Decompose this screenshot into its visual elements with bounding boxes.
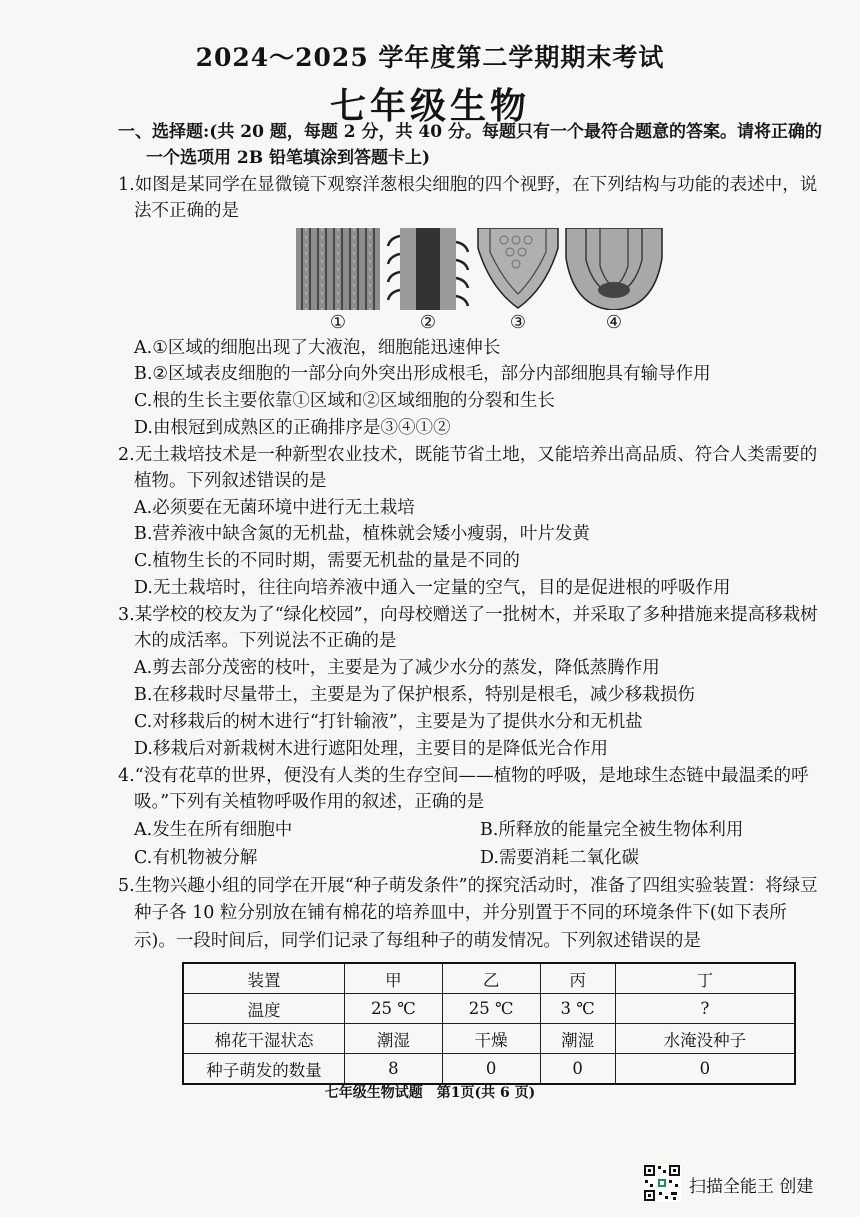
table-cell: 潮湿 — [345, 1024, 443, 1054]
q2-option-d: D.无土栽培时，往往向培养液中通入一定量的空气，目的是促进根的呼吸作用 — [134, 578, 731, 598]
q3-stem: 3.某学校的校友为了“绿化校园”，向母校赠送了一批树木，并采取了多种措施来提高移栽树 — [118, 605, 818, 625]
table-cell: 种子萌发的数量 — [183, 1054, 345, 1085]
root-zone-view-3 — [476, 228, 560, 310]
root-zone-view-2 — [386, 228, 470, 310]
table-row — [183, 994, 795, 1024]
watermark-text: 扫描全能王 创建 — [689, 1177, 814, 1197]
q5-stem-cont: 种子各 10 粒分别放在铺有棉花的培养皿中，并分别置于不同的环境条件下(如下表所 — [134, 903, 787, 923]
table-row — [183, 963, 795, 994]
root-zone-view-1 — [296, 228, 380, 310]
figure-label-3: ③ — [509, 312, 527, 333]
q3-stem-cont: 木的成活率。下列说法不正确的是 — [134, 631, 397, 651]
q4-option-b: B.所释放的能量完全被生物体利用 — [480, 820, 744, 840]
table-cell: 0 — [442, 1054, 540, 1085]
q3-option-c: C.对移栽后的树木进行“打针输液”，主要是为了提供水分和无机盐 — [134, 712, 643, 732]
root-zone-view-4 — [564, 228, 664, 310]
figure-label-4: ④ — [605, 312, 623, 333]
table-cell: 棉花干湿状态 — [183, 1024, 345, 1054]
section-instructions: 一、选择题:(共 20 题，每题 2 分，共 40 分。每题只有一个最符合题意的答案。请将正确的 — [118, 122, 822, 142]
table-cell: 丙 — [540, 963, 615, 994]
table-cell: 装置 — [183, 963, 345, 994]
q5-stem-cont-2: 示)。一段时间后，同学们记录了每组种子的萌发情况。下列叙述错误的是 — [134, 931, 701, 951]
table-cell: 温度 — [183, 994, 345, 1024]
q2-option-a: A.必须要在无菌环境中进行无土栽培 — [134, 498, 415, 518]
page-footer: 七年级生物试题 第1页(共 6 页) — [324, 1085, 536, 1101]
table-cell: 25 ℃ — [442, 994, 540, 1024]
table-row — [183, 1054, 795, 1085]
table-cell: 水淹没种子 — [615, 1024, 795, 1054]
table-cell: 潮湿 — [540, 1024, 615, 1054]
scanner-watermark — [643, 1164, 843, 1204]
q2-option-b: B.营养液中缺含氮的无机盐，植株就会矮小瘦弱，叶片发黄 — [134, 524, 590, 544]
q5-stem: 5.生物兴趣小组的同学在开展“种子萌发条件”的探究活动时，准备了四组实验装置：将绿豆 — [118, 876, 818, 896]
table-cell: 0 — [615, 1054, 795, 1085]
q1-option-a: A.①区域的细胞出现了大液泡，细胞能迅速伸长 — [134, 338, 501, 358]
table-cell: 丁 — [615, 963, 795, 994]
exam-title: 2024～2025 学年度第二学期期末考试 — [195, 43, 665, 72]
q1-option-b: B.②区域表皮细胞的一部分向外突出形成根毛，部分内部细胞具有输导作用 — [134, 364, 711, 384]
root-tip-figure — [294, 228, 664, 338]
q4-stem: 4.“没有花草的世界，便没有人类的生存空间——植物的呼吸，是地球生态链中最温柔的呼 — [118, 766, 809, 786]
q1-option-c: C.根的生长主要依靠①区域和②区域细胞的分裂和生长 — [134, 391, 555, 411]
q2-option-c: C.植物生长的不同时期，需要无机盐的量是不同的 — [134, 551, 520, 571]
q4-option-a: A.发生在所有细胞中 — [134, 820, 293, 840]
table-cell: ? — [615, 994, 795, 1024]
seed-germination-table — [182, 962, 796, 1085]
figure-label-1: ① — [329, 312, 347, 333]
q4-stem-cont: 吸。”下列有关植物呼吸作用的叙述，正确的是 — [134, 792, 485, 812]
q3-option-b: B.在移栽时尽量带土，主要是为了保护根系，特别是根毛，减少移栽损伤 — [134, 685, 695, 705]
section-instructions-cont: 一个选项用 2B 铅笔填涂到答题卡上) — [146, 148, 431, 168]
q2-stem-cont: 植物。下列叙述错误的是 — [134, 471, 327, 491]
q3-option-a: A.剪去部分茂密的枝叶，主要是为了减少水分的蒸发，降低蒸腾作用 — [134, 658, 660, 678]
q2-stem: 2.无土栽培技术是一种新型农业技术，既能节省土地，又能培养出高品质、符合人类需要的 — [118, 445, 818, 465]
table-cell: 甲 — [345, 963, 443, 994]
q1-option-d: D.由根冠到成熟区的正确排序是③④①② — [134, 418, 451, 438]
table-row — [183, 1024, 795, 1054]
table-cell: 0 — [540, 1054, 615, 1085]
q4-option-c: C.有机物被分解 — [134, 848, 258, 868]
figure-label-2: ② — [419, 312, 437, 333]
table-cell: 干燥 — [442, 1024, 540, 1054]
subject-title: 七年级生物 — [329, 85, 530, 127]
table-cell: 3 ℃ — [540, 994, 615, 1024]
q1-stem: 1.如图是某同学在显微镜下观察洋葱根尖细胞的四个视野，在下列结构与功能的表述中，说 — [118, 175, 818, 195]
qr-code-icon — [643, 1164, 681, 1202]
q3-option-d: D.移栽后对新栽树木进行遮阳处理，主要目的是降低光合作用 — [134, 739, 608, 759]
table-cell: 8 — [345, 1054, 443, 1085]
table-cell: 乙 — [442, 963, 540, 994]
q1-stem-cont: 法不正确的是 — [134, 201, 239, 221]
q4-option-d: D.需要消耗二氧化碳 — [480, 848, 639, 868]
table-cell: 25 ℃ — [345, 994, 443, 1024]
